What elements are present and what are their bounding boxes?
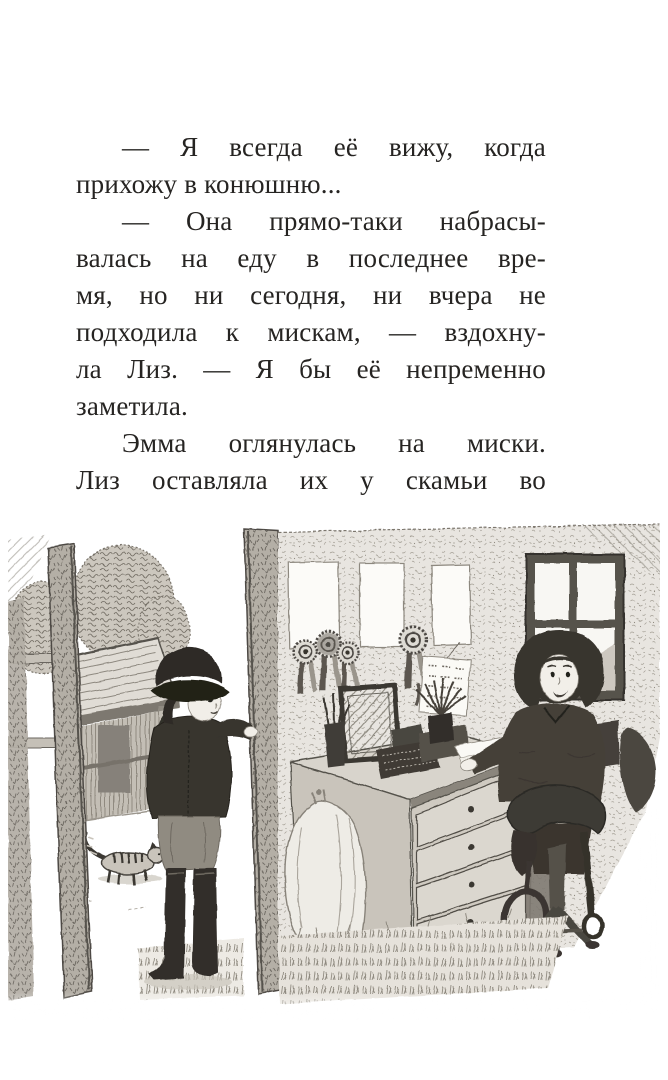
- wall-posters: [288, 562, 471, 649]
- girl: [147, 647, 257, 980]
- girl-breeches: [158, 816, 220, 870]
- story-line-5: мя, но ни сегодня, ни вчера не: [76, 280, 546, 310]
- stirrup: [584, 915, 602, 937]
- girl-hand: [244, 727, 257, 737]
- story-line-4: валась на еду в последнее вре-: [76, 243, 546, 273]
- stand-post: [548, 844, 566, 912]
- pencil-scene: [8, 524, 660, 1020]
- stable-illustration: [8, 518, 660, 1020]
- story-line-3: — Она прямо-таки набрасы-: [122, 206, 546, 236]
- story-line-8: заметила.: [76, 391, 188, 421]
- story-text: [76, 129, 546, 499]
- story-line-10: Лиз оставляла их у скамьи во: [76, 465, 546, 495]
- story-line-1: — Я всегда её вижу, когда: [122, 132, 546, 162]
- story-line-9: Эмма оглянулась на миски.: [122, 428, 546, 458]
- cat: [84, 833, 165, 884]
- right-fade: [638, 808, 660, 998]
- story-line-6: подходила к мискам, — вздохну-: [76, 317, 546, 347]
- story-line-2: прихожу в конюшню...: [76, 169, 342, 199]
- girl-boot-right: [192, 868, 218, 976]
- bottom-fade: [8, 992, 660, 1020]
- story-line-7: ла Лиз. — Я бы её непременно: [76, 354, 546, 384]
